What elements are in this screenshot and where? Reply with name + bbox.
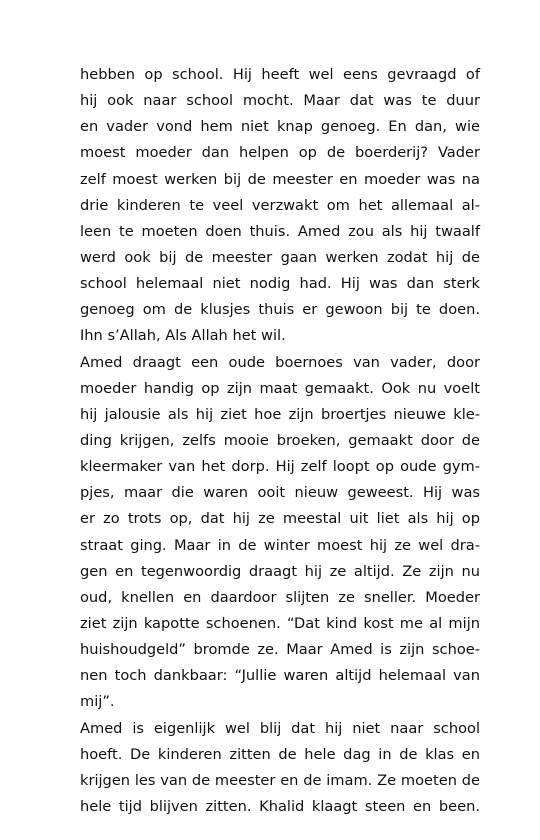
text-line: hij ook naar school mocht. Maar dat was te duur [80, 92, 480, 110]
text-line: hebben op school. Hij heeft wel eens gevraagd of [80, 66, 480, 83]
text-line: en vader vond hem niet knap genoeg. En dan, wie [80, 118, 480, 136]
text-line: moeder handig op zijn maat gemaakt. Ook nu voelt [80, 379, 480, 397]
text-line: kleermaker van het dorp. Hij zelf loopt op oude gym- [80, 458, 480, 476]
text-line: straat ging. Maar in de winter moest hij ze wel dra- [80, 536, 480, 554]
body-text [80, 62, 480, 820]
text-line: ding krijgen, zelfs mooie broeken, gemaakt door de [80, 431, 480, 449]
text-line: hij jalousie als hij ziet hoe zijn broertjes nieuwe kle- [80, 405, 480, 423]
text-line: hele tijd blijven zitten. Khalid klaagt steen en been. [80, 797, 480, 815]
text-line: ziet zijn kapotte schoenen. “Dat kind kost me al mijn [80, 614, 480, 632]
text-line: huishoudgeld” bromde ze. Maar Amed is zijn schoe- [80, 641, 480, 659]
text-line: werd ook bij de meester gaan werken zodat hij de [80, 248, 480, 266]
text-line: leen te moeten doen thuis. Amed zou als hij twaalf [80, 222, 480, 240]
text-line: school helemaal niet nodig had. Hij was dan sterk [80, 275, 480, 293]
text-line: oud, knellen en daardoor slijten ze sneller. Moeder [80, 588, 480, 606]
text-line: Amed is eigenlijk wel blij dat hij niet naar school [80, 719, 480, 737]
text-line: Ihn s’Allah, Als Allah het wil. [80, 327, 286, 345]
text-line: genoeg om de klusjes thuis er gewoon bij te doen. [80, 301, 480, 319]
text-line: er zo trots op, dat hij ze meestal uit liet als hij op [80, 510, 480, 528]
text-line: pjes, maar die waren ooit nieuw geweest. Hij was [80, 484, 480, 502]
text-line: drie kinderen te veel verzwakt om het allemaal al- [80, 196, 480, 214]
text-line: mij”. [80, 693, 115, 711]
text-line: nen toch dankbaar: “Jullie waren altijd helemaal van [80, 667, 480, 685]
text-line: moest moeder dan helpen op de boerderij? Vader [80, 144, 480, 162]
text-line: hoeft. De kinderen zitten de hele dag in de klas en [80, 745, 480, 763]
text-line: zelf moest werken bij de meester en moeder was na [80, 170, 480, 188]
text-line: gen en tegenwoordig draagt hij ze altijd. Ze zijn nu [80, 562, 480, 580]
text-line: krijgen les van de meester en de imam. Ze moeten de [80, 771, 480, 789]
text-line: Amed draagt een oude boernoes van vader, door [80, 353, 480, 371]
